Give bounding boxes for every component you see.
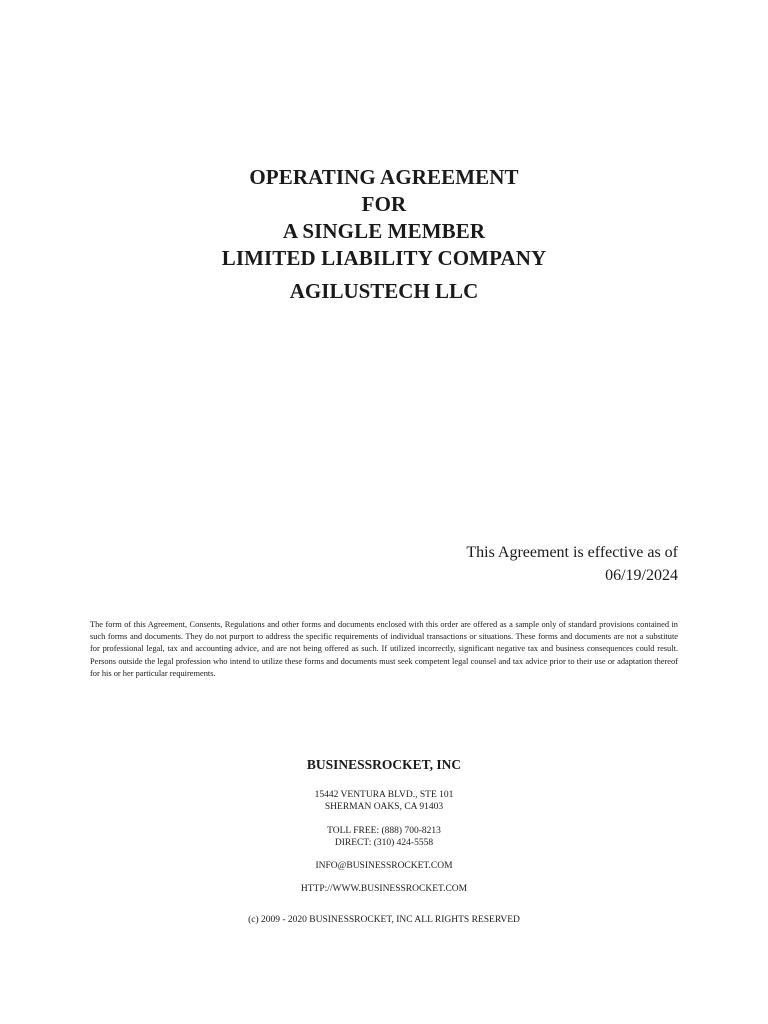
title-line-2: FOR [361,192,407,216]
document-title [0,164,768,305]
website-url: HTTP://WWW.BUSINESSROCKET.COM [300,884,468,894]
toll-free-phone: TOLL FREE: (888) 700-8213 [327,826,441,836]
disclaimer-text: The form of this Agreement, Consents, Regulations and other forms and documents enclosed with this order are offered as a sample only of standard provisions contained in such forms and documents. They do not purport to address the specific requirements of individual transactions or situations. These forms and documents are not a substitute for professional legal, tax and accounting advice, and are not being offered as such. If utilized incorrectly, significant negative tax and business consequences could result. Persons outside the legal profession who intend to utilize these forms and documents must seek competent legal counsel and tax advice prior to their use or adaptation thereof for his or her particular requirements. [90,620,678,678]
title-line-4: LIMITED LIABILITY COMPANY [221,246,547,270]
effective-date-block [466,541,678,587]
address-line-2: SHERMAN OAKS, CA 91403 [324,802,444,812]
title-line-3: A SINGLE MEMBER [282,219,486,243]
direct-phone: DIRECT: (310) 424-5558 [334,838,434,848]
publisher-name: BUSINESSROCKET, INC [306,757,462,772]
copyright-notice: (c) 2009 - 2020 BUSINESSROCKET, INC ALL RIGHTS RESERVED [248,915,520,925]
company-name: AGILUSTECH LLC [289,279,479,303]
contact-email: INFO@BUSINESSROCKET.COM [315,861,453,871]
address-line-1: 15442 VENTURA BLVD., STE 101 [314,790,454,800]
title-line-1: OPERATING AGREEMENT [249,165,519,189]
effective-date: 06/19/2024 [605,567,678,584]
effective-label: This Agreement is effective as of [466,544,678,561]
publisher-footer [0,756,768,926]
